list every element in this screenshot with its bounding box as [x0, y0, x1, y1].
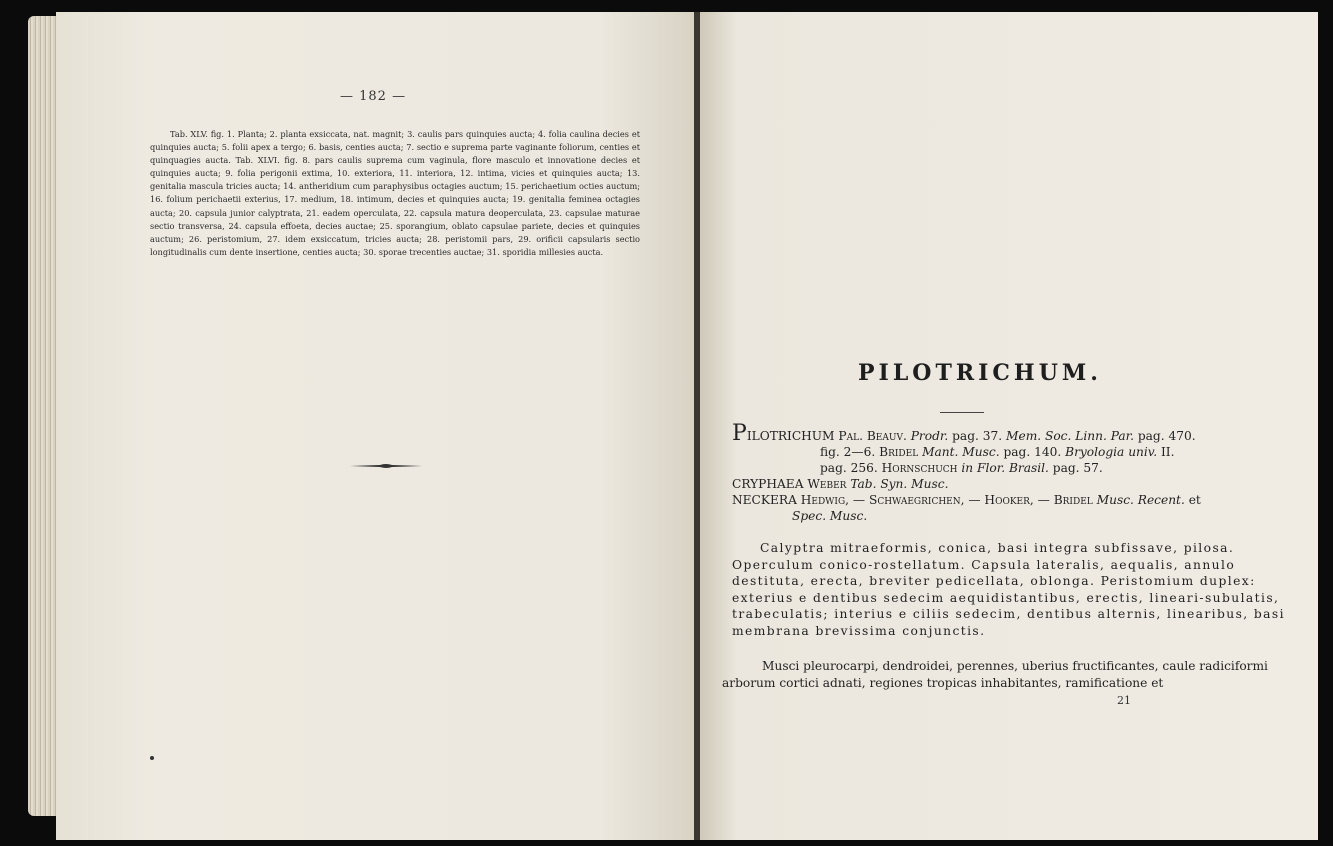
page-number-left: — 182 —: [340, 89, 407, 104]
synonymy-block: [732, 421, 1292, 524]
ornament-divider: [350, 463, 422, 469]
syn-line-5: NECKERA Hedwig, — Schwaegrichen, — Hooker, — Bridel Musc. Recent. et: [732, 493, 1201, 507]
plate-caption: [150, 128, 640, 259]
caption-text: Tab. XLV. fig. 1. Planta; 2. planta exsiccata, nat. magnit; 3. caulis pars quinquies aucta; 4. folia caulina decies et quinquies aucta; 5. folii apex a tergo; 6. basis, centies aucta; 7. sectio e suprema parte vaginante foliorum, centies et quinquagies aucta. Tab. XLVI. fig. 8. pars caulis suprema cum vaginula, flore masculo et innovatione decies et quinquies aucta; 9. folia perigonii extima, 10. exteriora, 11. interiora, 12. intima, vicies et quinquies aucta; 13. genitalia mascula tricies aucta; 14. antheridium cum paraphysibus octagies auctum; 15. perichaetium octies auctum; 16. folium perichaetii exterius, 17. medium, 18. intimum, decies et quinquies aucta; 19. genitalia feminea octagies aucta; 20. capsula junior calyptrata, 21. eadem operculata, 22. capsula matura deoperculata, 23. capsulae maturae sectio transversa, 24. capsula effoeta, decies auctae; 25. sporangium, oblato capsulae pariete, decies et quinquies auctum; 26. peristomium, 27. idem exsiccatum, tricies aucta; 28. peristomii pars, 29. orificii capsularis sectio longitudinalis cum dente insertione, centies aucta; 30. sporae trecenties auctae; 31. sporidia millesies aucta.: [150, 129, 640, 257]
syn-line-2: fig. 2—6. Bridel Mant. Musc. pag. 140. Bryologia univ. II.: [820, 445, 1175, 459]
habit-paragraph: [722, 658, 1292, 692]
signature-mark: 21: [1117, 694, 1131, 707]
genus-title: PILOTRICHUM.: [858, 360, 1102, 386]
description-text: Calyptra mitraeformis, conica, basi integra subfissave, pilosa. Operculum conico-rostellatum. Capsula lateralis, aequalis, annulo destituta, erecta, breviter pedicellata, oblonga. Peristomium duplex: exterius e dentibus sedecim aequidistantibus, erectis, lineari-subulatis, trabeculatis; interius e ciliis sedecim, dentibus alternis, linearibus, basi membrana brevissima conjunctis.: [732, 541, 1285, 638]
syn-line-1: PILOTRICHUM Pal. Beauv. Prodr. pag. 37. Mem. Soc. Linn. Par. pag. 470.: [732, 421, 1196, 446]
syn-line-3: pag. 256. Hornschuch in Flor. Brasil. pag. 57.: [820, 461, 1103, 475]
genus-description: [732, 540, 1292, 639]
title-rule: [940, 412, 984, 413]
syn-line-6: Spec. Musc.: [792, 509, 868, 523]
ink-dot: [150, 756, 154, 760]
syn-line-4: CRYPHAEA Weber Tab. Syn. Musc.: [732, 477, 949, 491]
habit-text: Musci pleurocarpi, dendroidei, perennes, uberius fructificantes, caule radiciformi arborum cortici adnati, regiones tropicas inhabitantes, ramificatione et: [722, 659, 1268, 690]
